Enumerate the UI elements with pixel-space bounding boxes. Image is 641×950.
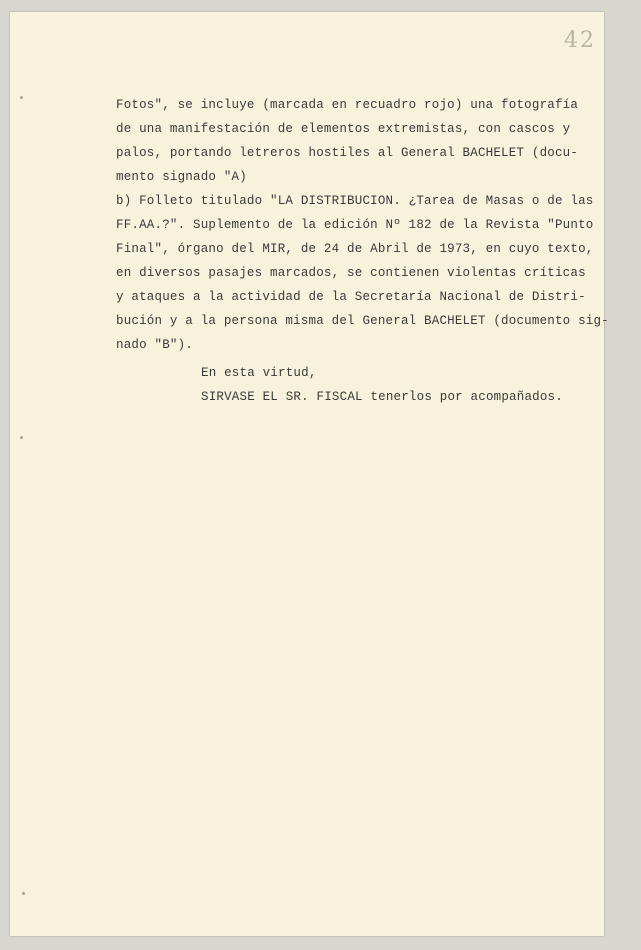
body-line: FF.AA.?". Suplemento de la edición Nº 182 de la Revista "Punto [116, 218, 594, 232]
body-line: y ataques a la actividad de la Secretaría Nacional de Distri- [116, 290, 586, 304]
body-line: Final", órgano del MIR, de 24 de Abril de 1973, en cuyo texto, [116, 242, 594, 256]
paper-speck [20, 436, 23, 439]
page-number: 42 [564, 28, 596, 53]
paper-speck [22, 892, 25, 895]
document-page [10, 12, 609, 936]
body-line: palos, portando letreros hostiles al General BACHELET (docu- [116, 146, 579, 160]
body-line: en diversos pasajes marcados, se contienen violentas críticas [116, 266, 586, 280]
body-line: de una manifestación de elementos extremistas, con cascos y [116, 122, 571, 136]
paper-speck [20, 96, 23, 99]
body-line: SIRVASE EL SR. FISCAL tenerlos por acompañados. [201, 390, 563, 404]
body-line: Fotos", se incluye (marcada en recuadro rojo) una fotografía [116, 98, 579, 112]
body-line: En esta virtud, [201, 366, 317, 380]
body-line: nado "B"). [116, 338, 194, 352]
body-line: mento signado "A) [116, 170, 247, 184]
body-line: b) Folleto titulado "LA DISTRIBUCION. ¿Tarea de Masas o de las [116, 194, 594, 208]
body-line: bución y a la persona misma del General BACHELET (documento sig- [116, 314, 609, 328]
